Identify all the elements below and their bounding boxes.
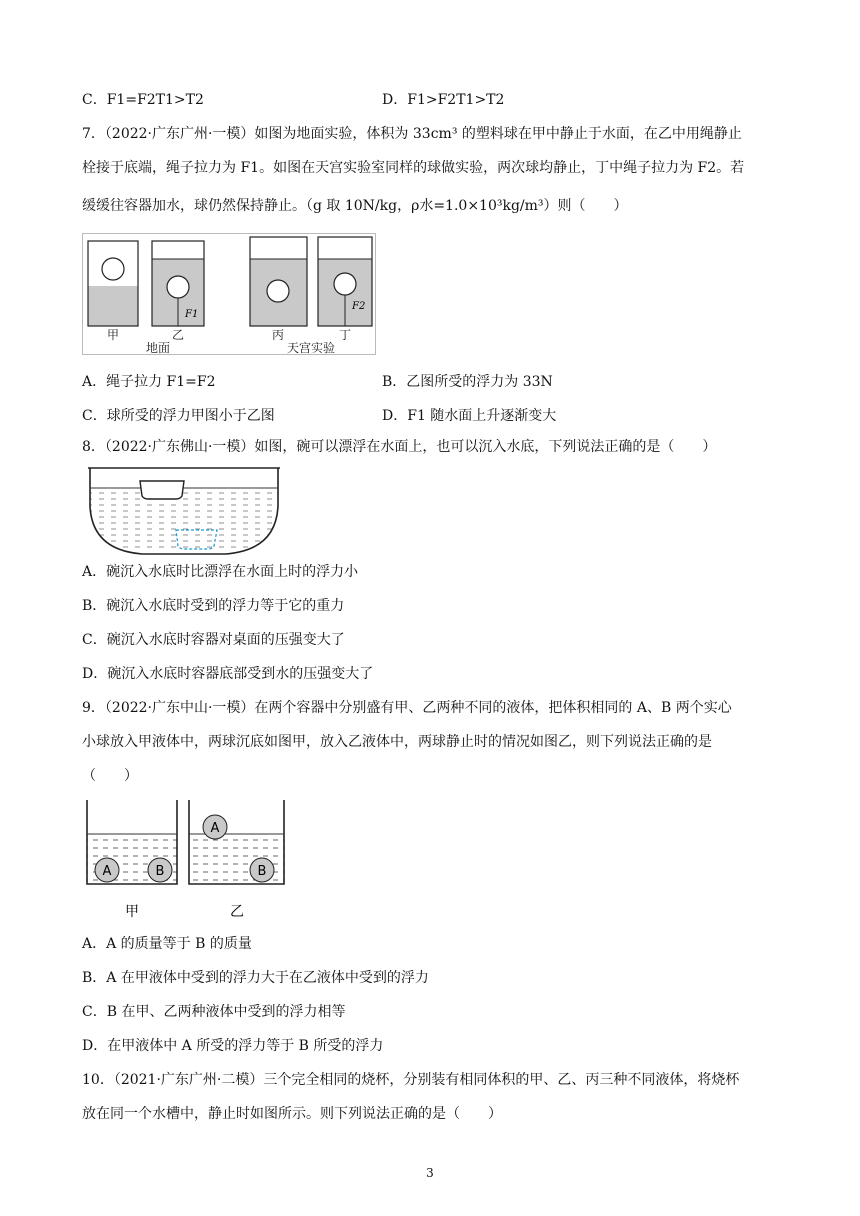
q7-group-ground: 地面 xyxy=(145,341,171,355)
q8-option-c: C．碗沉入水底时容器对桌面的压强变大了 xyxy=(82,632,345,648)
q9-stem-line-1: 9．（2022·广东中山·一模）在两个容器中分别盛有甲、乙两种不同的液体，把体积相同的 A、B 两个实心 xyxy=(82,700,732,716)
q7-stem-line-2: 栓接于底端，绳子拉力为 F1。如图在天宫实验室同样的球做实验，两次球均静止，丁中绳子拉力为 F2。若 xyxy=(82,160,745,176)
q9-ball-b-jia: B xyxy=(155,864,165,879)
q7-option-b: B．乙图所受的浮力为 33N xyxy=(382,374,553,390)
q10-stem-line-1: 10．（2021·广东广州·二模）三个完全相同的烧杯，分别装有相同体积的甲、乙、丙三种不同液体，将烧杯 xyxy=(82,1072,740,1088)
q9-figure xyxy=(82,796,292,922)
q6-option-d: D．F1>F2T1>T2 xyxy=(382,92,505,108)
q9-option-b: B．A 在甲液体中受到的浮力大于在乙液体中受到的浮力 xyxy=(82,970,429,986)
q9-option-d: D．在甲液体中 A 所受的浮力等于 B 所受的浮力 xyxy=(82,1038,384,1054)
q8-stem: 8．（2022·广东佛山·一模）如图，碗可以漂浮在水面上，也可以沉入水底，下列说法正确的是（ ） xyxy=(82,439,717,455)
q9-stem-line-3: （ ） xyxy=(82,768,138,784)
q8-figure-bowl-basin xyxy=(86,466,282,556)
page-number: 3 xyxy=(426,1166,434,1180)
q6-option-c: C．F1=F2T1>T2 xyxy=(82,92,204,108)
q7-group-tiangong: 天宫实验 xyxy=(286,341,336,355)
q9-option-c: C．B 在甲、乙两种液体中受到的浮力相等 xyxy=(82,1004,346,1020)
q9-option-a: A．A 的质量等于 B 的质量 xyxy=(82,936,252,952)
q9-label-jia: 甲 xyxy=(125,904,139,920)
q7-figure xyxy=(82,233,376,355)
q7-label-yi: 乙 xyxy=(171,328,185,342)
q7-option-d: D．F1 随水面上升逐渐变大 xyxy=(382,408,557,424)
q8-option-a: A．碗沉入水底时比漂浮在水面上时的浮力小 xyxy=(82,564,359,580)
q7-label-bing: 丙 xyxy=(271,328,285,342)
q7-label-jia: 甲 xyxy=(106,328,120,342)
q8-option-b: B．碗沉入水底时受到的浮力等于它的重力 xyxy=(82,598,345,614)
q9-label-yi: 乙 xyxy=(230,904,244,920)
q9-stem-line-2: 小球放入甲液体中，两球沉底如图甲，放入乙液体中，两球静止时的情况如图乙，则下列说法正确的是 xyxy=(82,734,712,750)
q10-stem-line-2: 放在同一个水槽中，静止时如图所示。则下列说法正确的是（ ） xyxy=(82,1106,502,1122)
q7-force-f2: F2 xyxy=(352,301,366,312)
q9-ball-a-yi: A xyxy=(210,821,220,836)
q7-option-c: C．球所受的浮力甲图小于乙图 xyxy=(82,408,275,424)
q7-label-ding: 丁 xyxy=(338,328,352,342)
q8-option-d: D．碗沉入水底时容器底部受到水的压强变大了 xyxy=(82,666,374,682)
q7-option-a: A．绳子拉力 F1=F2 xyxy=(82,374,216,390)
q9-ball-b-yi: B xyxy=(257,864,267,879)
q8-floating-bowl xyxy=(140,481,184,499)
q7-force-f1: F1 xyxy=(185,309,199,320)
q9-ball-a-jia: A xyxy=(102,864,112,879)
q7-stem-line-1: 7．（2022·广东广州·一模）如图为地面实验，体积为 33cm³ 的塑料球在甲中静止于水面，在乙中用绳静止 xyxy=(82,126,742,142)
q7-stem-line-3: 缓缓往容器加水，球仍然保持静止。（g 取 10N/kg，ρ水=1.0×10³kg/m³）则（ ） xyxy=(82,198,628,214)
